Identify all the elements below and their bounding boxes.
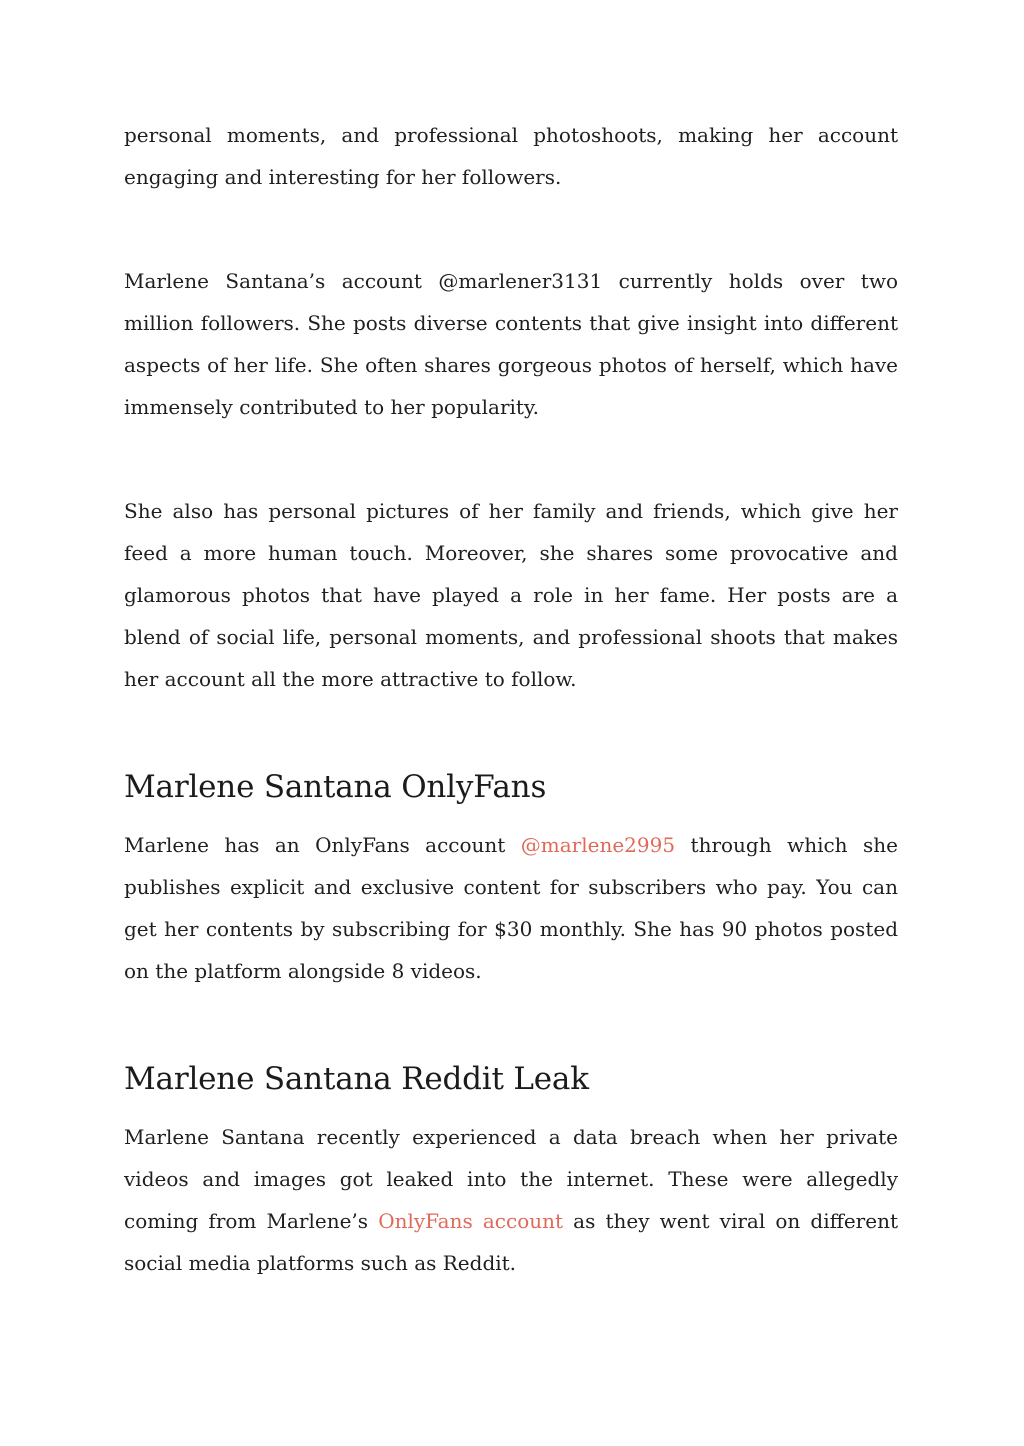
heading-onlyfans: Marlene Santana OnlyFans	[124, 769, 547, 805]
section-onlyfans	[124, 764, 898, 992]
onlyfans-account-link[interactable]: OnlyFans account	[378, 1209, 564, 1233]
heading-reddit-leak: Marlene Santana Reddit Leak	[124, 1061, 589, 1097]
paragraph-reddit-leak	[124, 1116, 898, 1284]
paragraph-feed-content: She also has personal pictures of her family and friends, which give her feed a more human touch. Moreover, she shares some provocative and glamorous photos that have played a role in her fame. Her posts are a blend of social life, personal moments, and professional shoots that makes her account all the more attractive to follow.	[124, 499, 898, 691]
section-reddit-leak	[124, 1056, 898, 1284]
paragraph-onlyfans	[124, 824, 898, 992]
reddit-text-before-link: Marlene Santana recently experienced a data breach when her private videos and images got leaked into the internet. These were allegedly coming from Marlene’s	[124, 1125, 898, 1233]
onlyfans-text-before-link: Marlene has an OnlyFans account	[124, 833, 521, 857]
onlyfans-text-after-link: through which she publishes explicit and exclusive content for subscribers who pay. You can get her contents by subscribing for $30 monthly. She has 90 photos posted on the platform alongside 8 videos.	[124, 833, 898, 983]
document-page	[124, 114, 898, 1284]
paragraph-intro-continued: personal moments, and professional photoshoots, making her account engaging and interesting for her followers.	[124, 123, 898, 189]
reddit-text-after-link: as they went viral on different social media platforms such as Reddit.	[124, 1209, 898, 1275]
onlyfans-handle-link[interactable]: @marlene2995	[520, 833, 676, 857]
paragraph-instagram-account: Marlene Santana’s account @marlener3131 currently holds over two million followers. She posts diverse contents that give insight into different aspects of her life. She often shares gorgeous photos of herself, which have immensely contributed to her popularity.	[124, 269, 898, 419]
